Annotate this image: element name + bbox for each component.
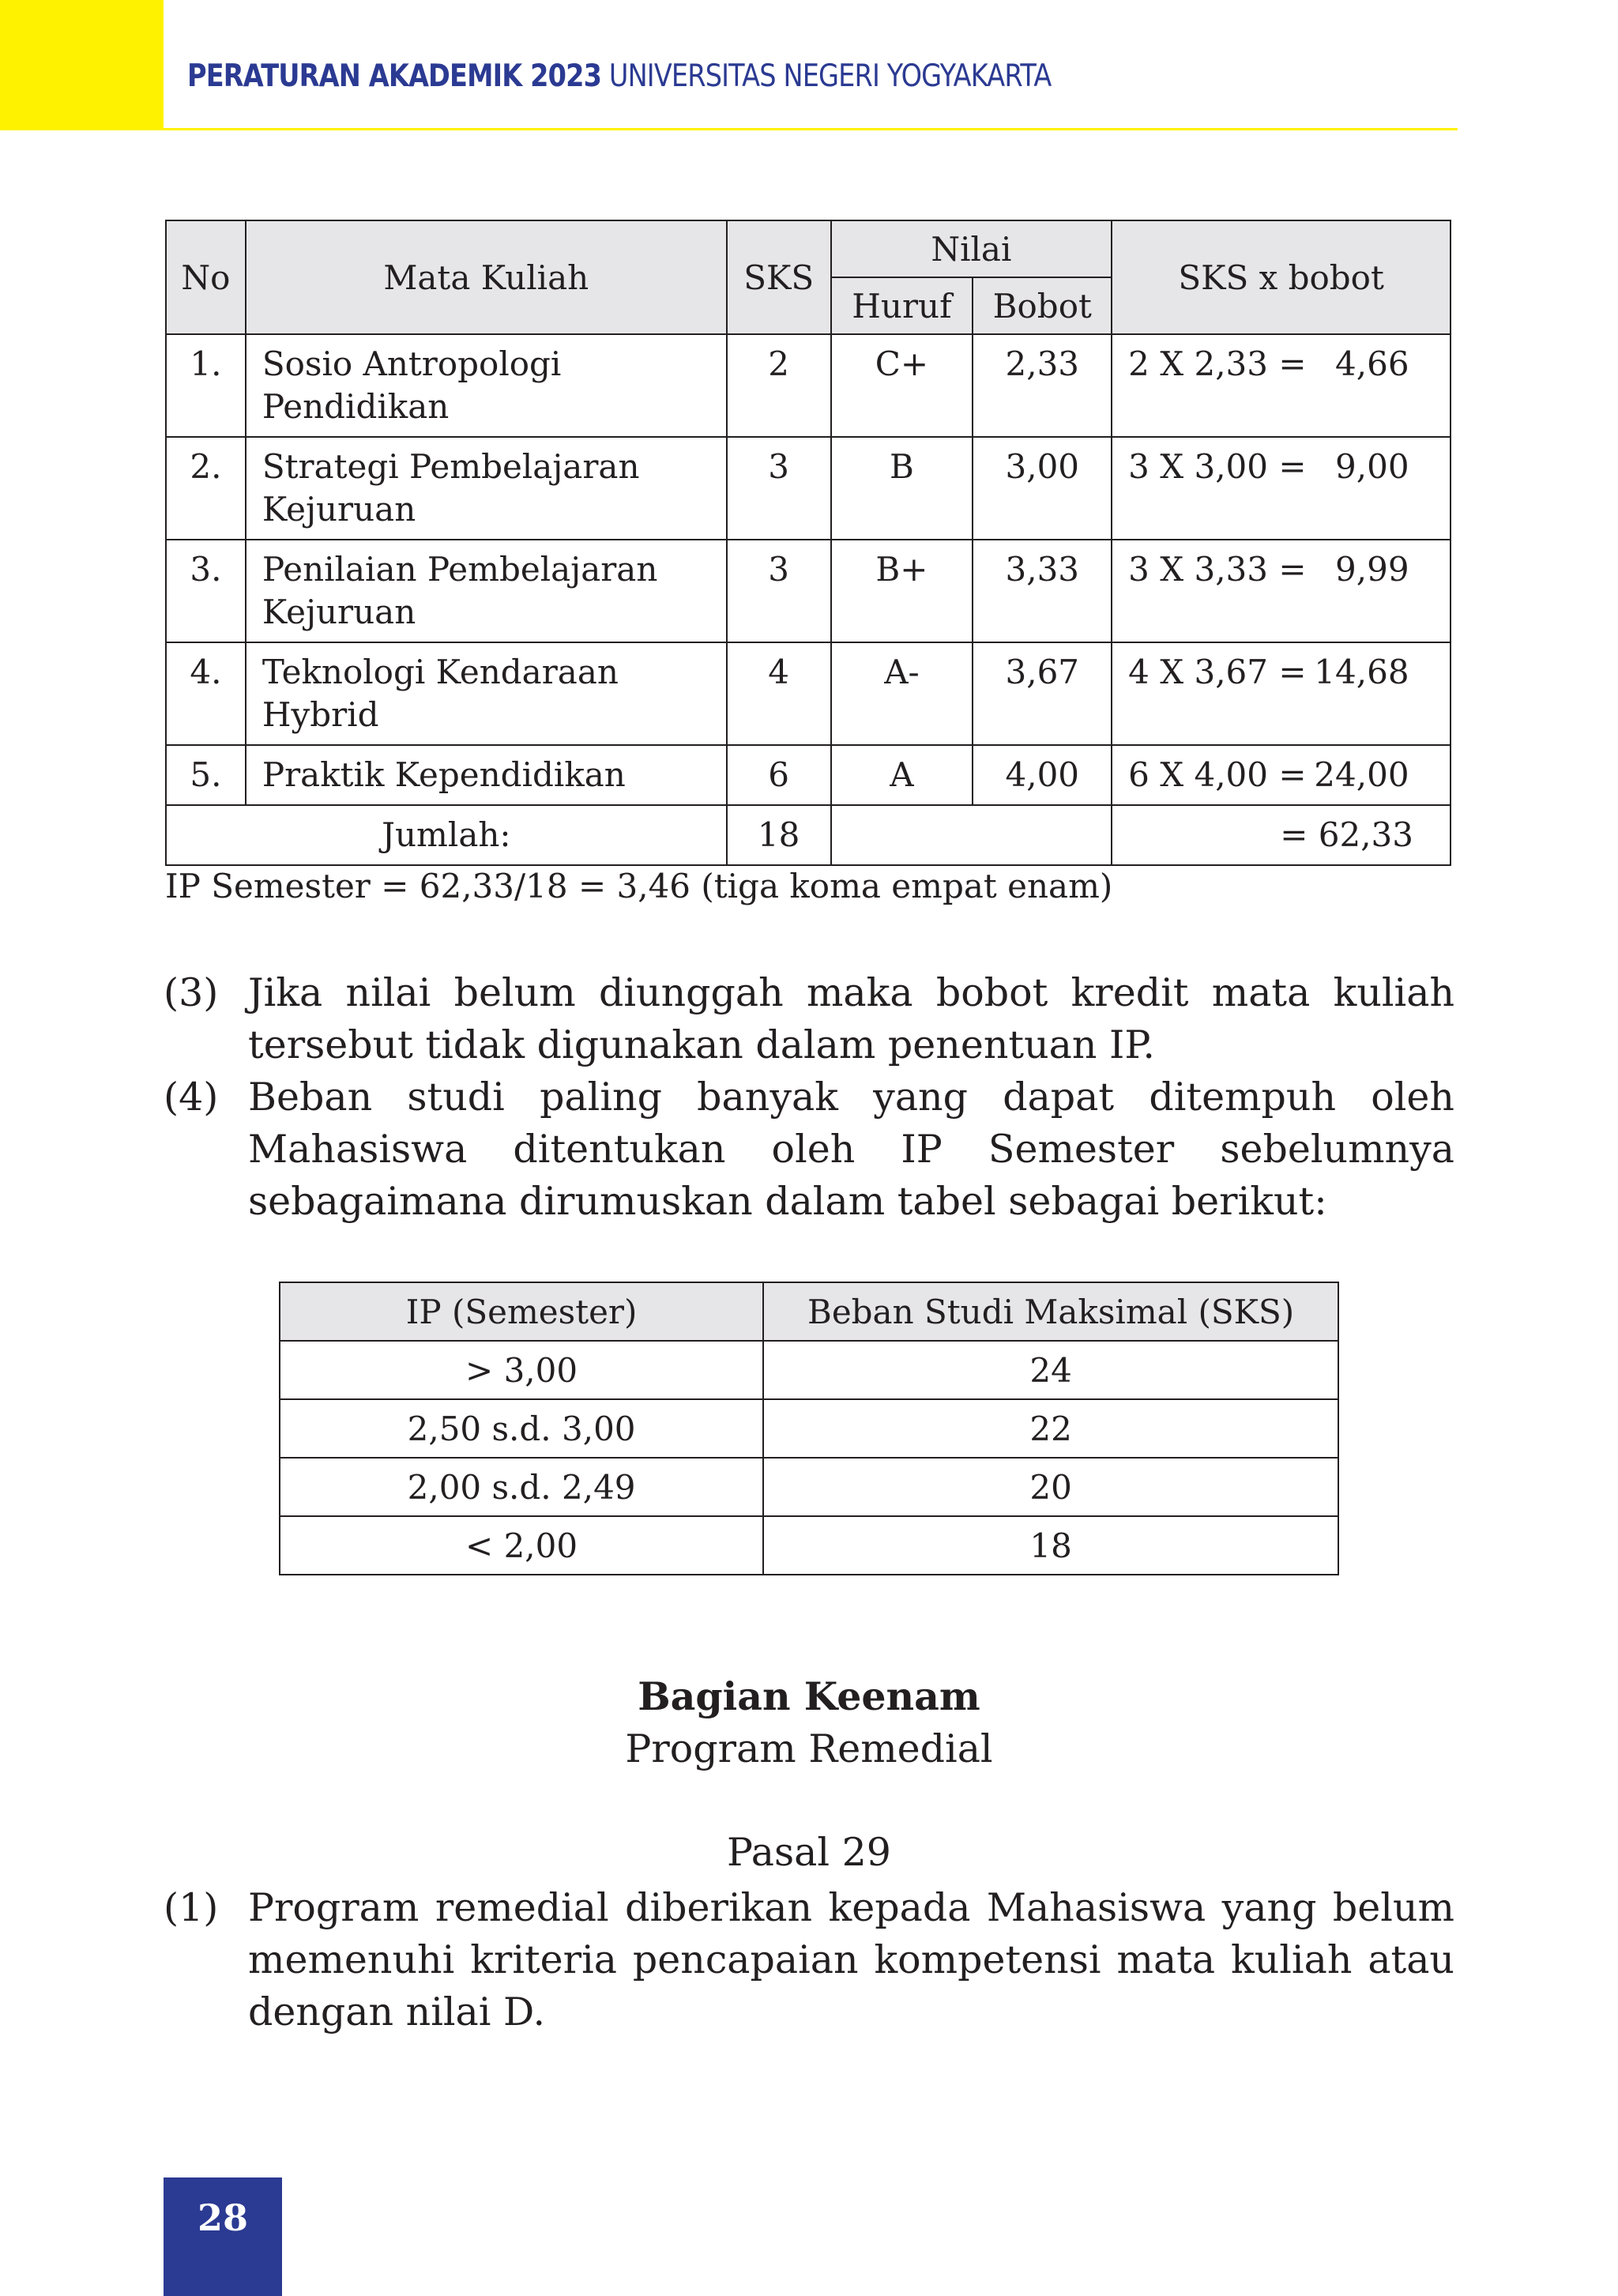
header-ip: IP (Semester): [280, 1282, 763, 1341]
table-row: [280, 1458, 1338, 1516]
row-bobot: 3,33: [973, 540, 1112, 642]
row-calc: 3 X 3,33 =: [1128, 550, 1307, 589]
sum-empty: [831, 805, 1112, 865]
grade-calculation-table: [165, 220, 1451, 866]
row-load: 24: [763, 1341, 1338, 1399]
row-load: 22: [763, 1399, 1338, 1458]
clause-marker: (3): [164, 970, 219, 1015]
row-bobot: 2,33: [973, 334, 1112, 437]
clause-text: Beban studi paling banyak yang dapat ditempuh oleh Mahasiswa ditentukan oleh IP Semester sebelumnya sebagaimana dirumuskan dalam tabel sebagai berikut:: [248, 1075, 1454, 1224]
row-result: [1112, 642, 1451, 745]
row-sks: 6: [727, 745, 831, 805]
clause-text: Jika nilai belum diunggah maka bobot kredit mata kuliah tersebut tidak digunakan dalam penentuan IP.: [248, 970, 1454, 1067]
row-sks: 4: [727, 642, 831, 745]
header-bobot: Bobot: [973, 277, 1112, 334]
row-total: 9,00: [1335, 447, 1409, 486]
clause-marker: (1): [164, 1885, 219, 1930]
header-nilai: Nilai: [831, 220, 1112, 277]
sum-label: Jumlah:: [166, 805, 727, 865]
row-course: Teknologi Kendaraan Hybrid: [246, 642, 727, 745]
row-calc: 4 X 3,67 =: [1128, 653, 1307, 691]
row-bobot: 3,00: [973, 437, 1112, 540]
row-total: 4,66: [1335, 344, 1409, 383]
header-load: Beban Studi Maksimal (SKS): [763, 1282, 1338, 1341]
row-no: 2.: [166, 437, 246, 540]
row-no: 5.: [166, 745, 246, 805]
row-ip: 2,00 s.d. 2,49: [280, 1458, 763, 1516]
table-row: [166, 437, 1451, 540]
page-number: 28: [197, 2196, 248, 2239]
row-no: 1.: [166, 334, 246, 437]
row-bobot: 3,67: [973, 642, 1112, 745]
table-row: [166, 334, 1451, 437]
row-total: 9,99: [1335, 550, 1409, 589]
row-course: Sosio Antropologi Pendidikan: [246, 334, 727, 437]
row-no: 3.: [166, 540, 246, 642]
header-result: SKS x bobot: [1112, 220, 1451, 334]
header-accent-block: [0, 0, 164, 128]
sum-total: = 62,33: [1112, 805, 1451, 865]
clause-4: [164, 1071, 1459, 1229]
table-row: [166, 745, 1451, 805]
clause-3: [164, 967, 1459, 1071]
table-row: [280, 1516, 1338, 1575]
table-row: [280, 1399, 1338, 1458]
sum-sks: 18: [727, 805, 831, 865]
row-huruf: B+: [831, 540, 973, 642]
row-result: [1112, 334, 1451, 437]
header-course: Mata Kuliah: [246, 220, 727, 334]
row-no: 4.: [166, 642, 246, 745]
clause-text: Program remedial diberikan kepada Mahasiswa yang belum memenuhi kriteria pencapaian kompetensi mata kuliah atau dengan nilai D.: [248, 1885, 1454, 2034]
row-ip: < 2,00: [280, 1516, 763, 1575]
row-result: [1112, 540, 1451, 642]
row-total: 24,00: [1314, 755, 1409, 794]
row-ip: > 3,00: [280, 1341, 763, 1399]
row-huruf: A: [831, 745, 973, 805]
ip-semester-calculation: IP Semester = 62,33/18 = 3,46 (tiga koma empat enam): [165, 867, 1113, 905]
row-huruf: A-: [831, 642, 973, 745]
table-row: [166, 540, 1451, 642]
running-header-rest: UNIVERSITAS NEGERI YOGYAKARTA: [601, 58, 1052, 94]
section-title: Bagian Keenam: [638, 1673, 980, 1719]
row-result: [1112, 437, 1451, 540]
table-row: [280, 1341, 1338, 1399]
article-heading: Pasal 29: [727, 1830, 891, 1875]
row-course: Praktik Kependidikan: [246, 745, 727, 805]
clause-marker: (4): [164, 1075, 219, 1120]
header-sks: SKS: [727, 220, 831, 334]
row-result: [1112, 745, 1451, 805]
row-sks: 2: [727, 334, 831, 437]
row-course: Strategi Pembelajaran Kejuruan: [246, 437, 727, 540]
row-calc: 2 X 2,33 =: [1128, 344, 1307, 383]
running-header-bold: PERATURAN AKADEMIK 2023: [187, 58, 602, 94]
table-row: [166, 642, 1451, 745]
row-bobot: 4,00: [973, 745, 1112, 805]
sum-row: [166, 805, 1451, 865]
header-no: No: [166, 220, 246, 334]
row-total: 14,68: [1314, 653, 1409, 691]
row-calc: 3 X 3,00 =: [1128, 447, 1307, 486]
article-clause-1: [164, 1882, 1459, 2040]
row-course: Penilaian Pembelajaran Kejuruan: [246, 540, 727, 642]
row-sks: 3: [727, 437, 831, 540]
row-load: 20: [763, 1458, 1338, 1516]
row-calc: 6 X 4,00 =: [1128, 755, 1307, 794]
section-subtitle: Program Remedial: [625, 1726, 993, 1771]
header-huruf: Huruf: [831, 277, 973, 334]
study-load-table: [279, 1282, 1339, 1575]
row-load: 18: [763, 1516, 1338, 1575]
row-huruf: B: [831, 437, 973, 540]
running-header: [187, 57, 1051, 96]
header-rule: [0, 128, 1458, 130]
row-huruf: C+: [831, 334, 973, 437]
row-sks: 3: [727, 540, 831, 642]
row-ip: 2,50 s.d. 3,00: [280, 1399, 763, 1458]
